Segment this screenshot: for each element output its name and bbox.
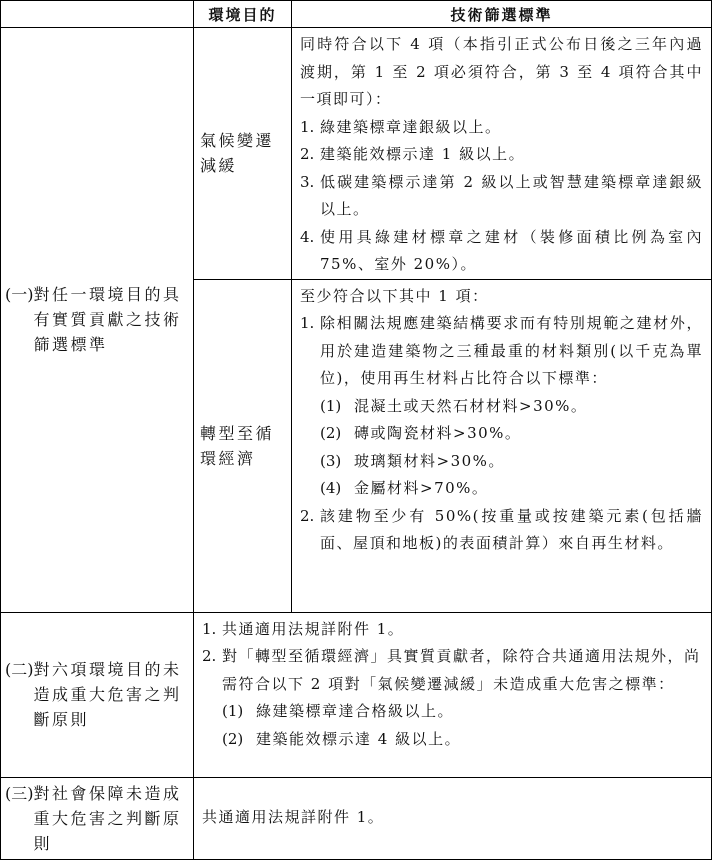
criteria-climate (292, 28, 712, 280)
section1-label-num: (一) (5, 285, 34, 305)
row-climate (1, 28, 712, 280)
list-item: 2. 建築能效標示達 1 級以上。 (300, 145, 526, 163)
sub-list-item: (3) 玻璃類材料>30%。 (320, 451, 505, 470)
objective-circular: 轉型至循環經濟 (194, 279, 292, 612)
sub-list-item: (2) 建築能效標示達 4 級以上。 (222, 729, 462, 748)
climate-intro: 同時符合以下 4 項（本指引正式公布日後之三年內過渡期，第 1 至 2 項必須符合，第 3 至 4 項符合其中一項即可）： (300, 35, 703, 108)
section3-label-num: (三) (5, 783, 34, 803)
list-item: 1. 除相關法規應建築結構要求而有特別規範之建材外，用於建造建築物之三種最重的材料類別(以千克為單位)，使用再生材料占比符合以下標準： (300, 314, 703, 387)
header-objective: 環境目的 (194, 1, 292, 28)
list-item: 1. 綠建築標章達銀級以上。 (300, 117, 502, 136)
section1-label-text: 對任一環境目的具有實質貢獻之技術篩選標準 (33, 285, 182, 355)
header-row (1, 1, 712, 28)
section3-label (1, 777, 194, 859)
sub-list-item: (4) 金屬材料>70%。 (320, 479, 489, 497)
header-category (1, 1, 194, 28)
criteria-section3: 共通適用法規詳附件 1。 (194, 777, 712, 859)
section2-label (1, 612, 194, 777)
list-item: 2. 該建物至少有 50%(按重量或按建築元素(包括牆面、屋頂和地板)的表面積計算）來自再生材料。 (300, 506, 703, 552)
row-section3 (1, 777, 712, 859)
criteria-section2 (194, 612, 712, 777)
sub-list-item: (1) 綠建築標章達合格級以上。 (222, 702, 455, 720)
sub-list-item: (2) 磚或陶瓷材料>30%。 (320, 424, 522, 442)
sub-list-item: (1) 混凝土或天然石材材料>30%。 (320, 396, 588, 415)
header-criteria: 技術篩選標準 (292, 1, 712, 28)
list-item: 2. 對「轉型至循環經濟」具實質貢獻者，除符合共通適用法規外，尚需符合以下 2 項對「氣候變遷減緩」未造成重大危害之標準： (202, 647, 701, 693)
section2-label-text: 對六項環境目的未造成重大危害之判斷原則 (33, 660, 182, 729)
criteria-circular (292, 279, 712, 612)
list-item: 4. 使用具綠建材標章之建材（裝修面積比例為室內 75%、室外 20%）。 (300, 227, 703, 273)
list-item: 1. 共通適用法規詳附件 1。 (202, 619, 405, 638)
list-item: 3. 低碳建築標示達第 2 級以上或智慧建築標章達銀級以上。 (300, 172, 703, 218)
objective-climate: 氣候變遷減緩 (194, 28, 292, 280)
row-section2 (1, 612, 712, 777)
section3-label-text: 對社會保障未造成重大危害之判斷原則 (33, 783, 182, 853)
circular-intro: 至少符合以下其中 1 項： (300, 286, 489, 305)
section1-label (1, 28, 194, 613)
section2-label-num: (二) (5, 660, 34, 679)
